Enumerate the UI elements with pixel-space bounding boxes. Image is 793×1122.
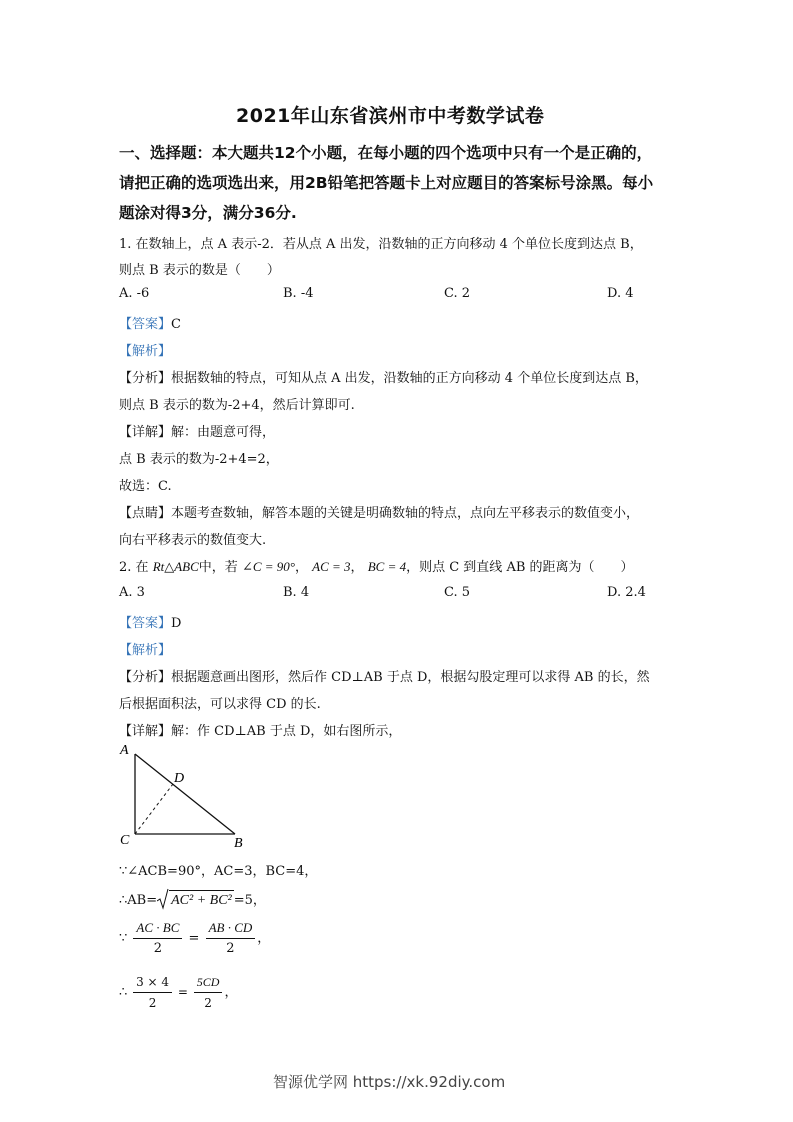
q1-answer-row [119,313,181,332]
fraction-left [133,918,182,959]
fraction-right [194,972,223,1013]
q1-xiangjie-line2: 点 B 表示的数为-2+4=2， [119,452,279,467]
q2-tail: ，则点 C 到直线 AB 的距离为（ ） [406,560,634,575]
q2-answer: D [171,616,182,631]
q1-option-c: C. 2 [444,286,471,301]
q2-step3-pre: ∵ [119,931,128,946]
q2-ac: AC = 3 [312,559,351,574]
q2-option-d: D. 2.4 [607,585,646,600]
q2-step4-pre: ∴ [119,985,128,1000]
q2-fenxi-line1 [119,666,650,685]
q2-triangle: Rt△ABC [152,559,199,574]
q2-sep1: ， [295,560,309,575]
q1-option-d: D. 4 [607,286,634,301]
label-b: B [234,836,243,851]
q2-step4-num1: 3 × 4 [133,972,172,993]
q1-dianjing-line2: 向右平移表示的数值变大. [119,533,267,548]
answer-tag: 【答案】 [119,317,172,332]
q1-xiangjie-text1: 解：由题意可得， [171,425,276,440]
q2-step1: ∵∠ACB=90°，AC=3，BC=4， [119,864,318,879]
q2-step4 [119,972,237,1013]
q2-bc: BC = 4 [367,559,407,574]
q1-dianjing-text1: 本题考查数轴，解答本题的关键是明确数轴的特点，点向左平移表示的数值变小， [171,506,640,521]
sqrt-expression [157,890,234,909]
q2-sep2: ， [350,560,364,575]
q2-step2-pre: ∴AB= [119,893,158,908]
fraction-right [206,918,256,959]
q1-fenxi-line1 [119,367,648,386]
q1-answer: C [171,317,181,332]
q2-step2-radicand: AC² + BC² [169,890,234,909]
q2-num: 2. 在 [119,560,149,575]
q2-step3-eq: = [188,931,200,946]
q2-step3-den1: 2 [153,941,163,956]
q2-mid: 中，若 [198,560,238,575]
q1-dianjing-line1 [119,502,639,521]
xiangjie-tag: 【详解】 [119,425,172,440]
q2-xiangjie-line1 [119,720,401,739]
q2-step2 [119,889,266,909]
q2-analysis-tag: 【解析】 [119,643,172,658]
q1-stem-line2: 则点 B 表示的数是（ ） [119,263,280,278]
section-header-line2: 请把正确的选项选出来，用2B铅笔把答题卡上对应题目的答案标号涂黑。每小 [119,174,654,192]
footer-watermark: 智源优学网 https://xk.92diy.com [273,1073,506,1091]
q2-fenxi-text1: 根据题意画出图形，然后作 CD⊥AB 于点 D，根据勾股定理可以求得 AB 的长，然 [171,670,650,685]
q2-step4-post: ， [224,985,238,1000]
q2-option-c: C. 5 [444,585,471,600]
q2-step4-den1: 2 [148,996,157,1010]
q2-step3 [119,918,270,959]
q2-step3-num1: AC · BC [133,918,182,939]
q2-stem [119,556,634,575]
section-header-line1: 一、选择题：本大题共12个小题，在每小题的四个选项中只有一个是正确的， [119,144,653,162]
side-ab [135,754,235,834]
xiangjie-tag: 【详解】 [119,724,172,739]
altitude-cd [135,784,173,834]
q2-step4-num2: 5CD [194,972,223,993]
q2-answer-row [119,612,181,631]
q1-option-a: A. -6 [119,286,150,301]
q2-step3-post: ， [257,931,271,946]
q2-step4-den2: 2 [204,996,212,1010]
q2-angle: ∠C = 90° [241,559,295,574]
q1-xiangjie-line3: 故选：C. [119,479,172,494]
q1-stem-line1: 1. 在数轴上，点 A 表示-2．若从点 A 出发，沿数轴的正方向移动 4 个单位长度到达点 B， [119,237,643,252]
q2-fenxi-line2: 后根据面积法，可以求得 CD 的长. [119,697,321,712]
label-a: A [120,743,129,758]
q2-option-b: B. 4 [283,585,310,600]
q1-analysis-tag: 【解析】 [119,344,172,359]
fraction-left [133,972,172,1013]
q1-option-b: B. -4 [283,286,314,301]
dianjing-tag: 【点睛】 [119,506,172,521]
section-header-line3: 题涂对得3分，满分36分. [119,204,297,222]
q1-xiangjie-line1 [119,421,275,440]
q2-step4-eq: = [177,985,188,999]
answer-tag: 【答案】 [119,616,172,631]
q1-fenxi-text1: 根据数轴的特点，可知从点 A 出发，沿数轴的正方向移动 4 个单位长度到达点 B， [171,371,648,386]
q1-fenxi-line2: 则点 B 表示的数为-2+4，然后计算即可. [119,398,355,413]
sqrt-sign-icon [157,888,169,910]
label-c: C [120,833,130,848]
fenxi-tag: 【分析】 [119,670,172,685]
q2-xiangjie-text1: 解：作 CD⊥AB 于点 D，如右图所示， [171,724,402,739]
triangle-figure [114,742,274,852]
page-title: 2021年山东省滨州市中考数学试卷 [236,105,545,127]
q2-step2-post: =5， [233,893,266,908]
q2-step3-den2: 2 [226,941,235,956]
q2-option-a: A. 3 [119,585,145,600]
label-d: D [174,771,185,786]
fenxi-tag: 【分析】 [119,371,172,386]
q2-step3-num2: AB · CD [206,918,256,939]
